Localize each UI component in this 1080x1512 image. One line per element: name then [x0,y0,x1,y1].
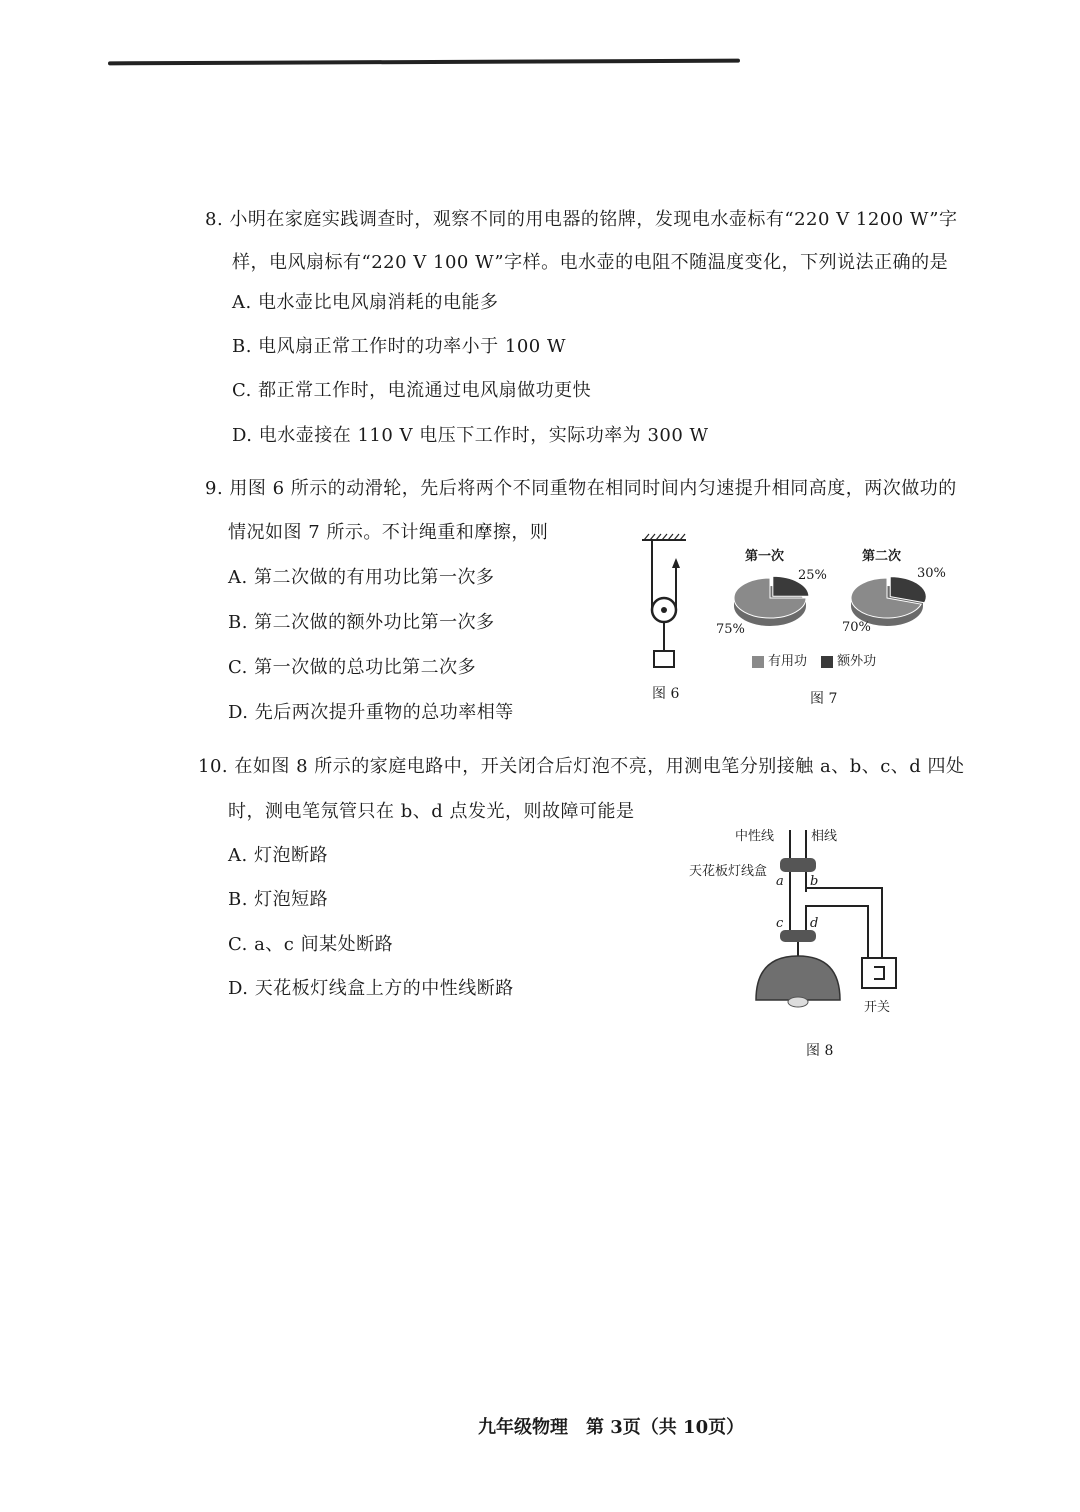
q9-stem-line1: 9. 用图 6 所示的动滑轮，先后将两个不同重物在相同时间内匀速提升相同高度，两次做功的 [205,478,957,499]
pie1-title: 第一次 [745,549,785,564]
pie1-label-extra: 25% [798,568,827,583]
q9-option-d: D. 先后两次提升重物的总功率相等 [228,702,514,723]
legend-label-extra: 额外功 [837,654,877,669]
legend-swatch-extra [821,656,833,668]
header-rule [108,59,740,66]
pie2-label-extra: 30% [917,566,946,581]
point-d: d [810,916,819,931]
point-b: b [810,874,819,889]
q8-option-b: B. 电风扇正常工作时的功率小于 100 W [232,336,566,357]
q10-stem-line1: 10. 在如图 8 所示的家庭电路中，开关闭合后灯泡不亮，用测电笔分别接触 a、b、c、d 四处 [198,756,965,777]
q10-option-b: B. 灯泡短路 [228,889,329,910]
pie2-title: 第二次 [862,549,902,564]
q8-option-c: C. 都正常工作时，电流通过电风扇做功更快 [232,380,592,401]
q8-stem-line1: 8. 小明在家庭实践调查时，观察不同的用电器的铭牌，发现电水壶标有“220 V 1200 W”字 [205,209,958,230]
figure-6-pulley [630,530,710,680]
figure-7-caption: 图 7 [810,691,838,707]
q9-stem-line2: 情况如图 7 所示。不计绳重和摩擦，则 [228,522,549,543]
q8-stem-line2: 样，电风扇标有“220 V 100 W”字样。电水壶的电阻不随温度变化，下列说法正确的是 [232,252,949,273]
pie1-label-useful: 75% [716,622,745,637]
q9-option-b: B. 第二次做的额外功比第一次多 [228,612,495,633]
figure-8-caption: 图 8 [806,1043,834,1059]
pie2-label-useful: 70% [842,620,871,635]
q8-option-d: D. 电水壶接在 110 V 电压下工作时，实际功率为 300 W [232,425,709,446]
label-neutral-wire: 中性线 [735,829,775,844]
legend-swatch-useful [752,656,764,668]
page-footer: 九年级物理 第 3页（共 10页） [478,1417,745,1438]
q10-stem-line2: 时，测电笔氖管只在 b、d 点发光，则故障可能是 [228,801,635,822]
q9-option-a: A. 第二次做的有用功比第一次多 [228,567,495,588]
q8-option-a: A. 电水壶比电风扇消耗的电能多 [232,292,499,313]
figure-7-legend [752,650,876,669]
figure-8-circuit [740,830,920,1020]
label-ceiling-box: 天花板灯线盒 [689,864,768,879]
label-live-wire: 相线 [811,829,838,844]
q9-option-c: C. 第一次做的总功比第二次多 [228,657,477,678]
point-c: c [776,916,784,931]
label-switch: 开关 [864,1000,891,1015]
point-a: a [776,874,784,889]
q10-option-d: D. 天花板灯线盒上方的中性线断路 [228,978,514,999]
legend-label-useful: 有用功 [768,654,808,669]
q10-option-c: C. a、c 间某处断路 [228,934,394,955]
q10-option-a: A. 灯泡断路 [228,845,328,866]
figure-6-caption: 图 6 [652,686,680,702]
